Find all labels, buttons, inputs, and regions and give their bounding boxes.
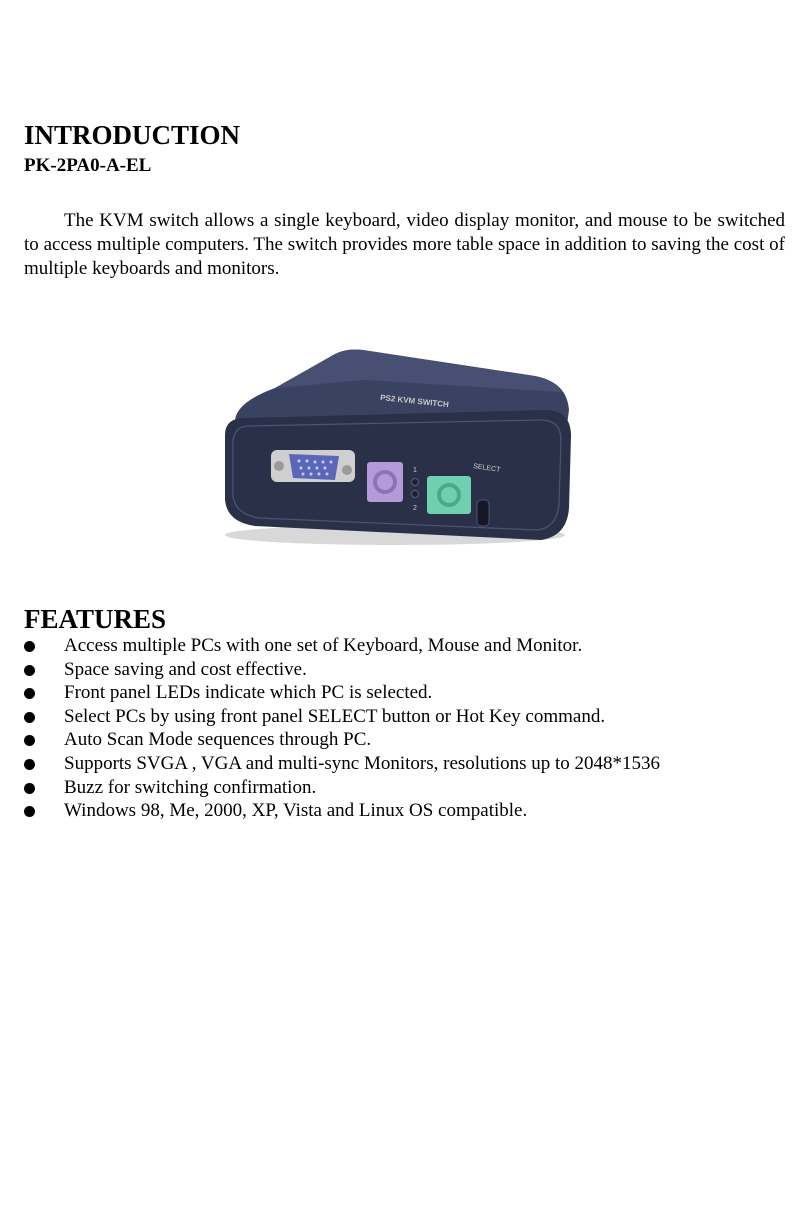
feature-text: Select PCs by using front panel SELECT button or Hot Key command.: [64, 705, 606, 727]
feature-text: Buzz for switching confirmation.: [64, 776, 317, 798]
ps2-keyboard-port: [427, 476, 471, 514]
feature-item: [24, 634, 660, 658]
device-top-label: PS2 KVM SWITCH: [379, 393, 450, 410]
features-list: [24, 634, 660, 823]
bullet-icon: [24, 735, 35, 746]
introduction-heading: INTRODUCTION: [24, 120, 241, 150]
feature-text: Supports SVGA , VGA and multi-sync Monitors, resolutions up to 2048*1536: [64, 752, 661, 774]
bullet-icon: [24, 712, 35, 723]
feature-item: [24, 658, 660, 682]
feature-text: Space saving and cost effective.: [64, 658, 307, 680]
feature-item: [24, 705, 660, 729]
feature-text: Windows 98, Me, 2000, XP, Vista and Linux OS compatible.: [64, 800, 528, 822]
feature-text: Front panel LEDs indicate which PC is selected.: [64, 682, 433, 704]
bullet-icon: [24, 759, 35, 770]
feature-item: [24, 776, 660, 800]
bullet-icon: [24, 641, 35, 652]
bullet-icon: [24, 665, 35, 676]
select-label: SELECT: [472, 463, 501, 474]
kvm-switch-illustration: [215, 340, 575, 550]
bullet-icon: [24, 806, 35, 817]
model-number: PK-2PA0-A-EL: [24, 155, 152, 176]
bullet-icon: [24, 783, 35, 794]
feature-text: Access multiple PCs with one set of Keyboard, Mouse and Monitor.: [64, 635, 583, 656]
introduction-paragraph: The KVM switch allows a single keyboard, video display monitor, and mouse to be switched to access multiple computers. The switch provides more table space in addition to saving the cost of multiple keyboards and monitors.: [24, 210, 785, 279]
features-heading: FEATURES: [24, 604, 167, 634]
kvm-switch-photo: [215, 340, 575, 550]
bullet-icon: [24, 688, 35, 699]
feature-item: [24, 799, 660, 823]
ps2-mouse-port: [367, 462, 403, 502]
led-label-2: 2: [413, 505, 417, 512]
feature-item: [24, 681, 660, 705]
vga-port: [271, 450, 355, 482]
feature-text: Auto Scan Mode sequences through PC.: [64, 729, 372, 751]
feature-item: [24, 728, 660, 752]
feature-item: [24, 752, 660, 776]
led-label-1: 1: [413, 467, 417, 474]
